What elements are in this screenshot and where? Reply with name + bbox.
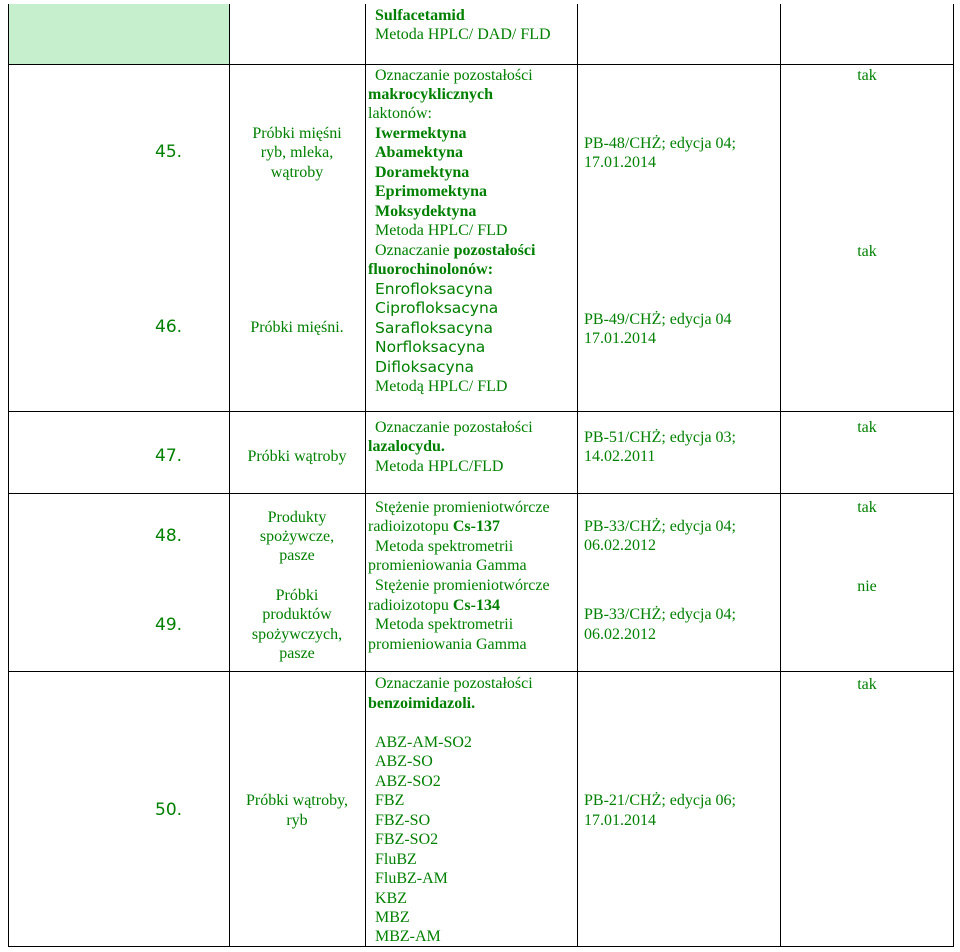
grid-line — [8, 64, 954, 65]
sample-line: wątroby — [270, 164, 324, 181]
method-line: FluBZ-AM — [375, 870, 448, 887]
method-line: Metodą HPLC/ FLD — [375, 378, 508, 395]
sample-line: Produkty — [267, 509, 327, 526]
grid-line — [953, 4, 954, 947]
method-line: Metoda spektrometrii — [375, 616, 514, 633]
sample-line: pasze — [279, 645, 315, 662]
sample-line: Próbki wątroby, — [245, 792, 349, 809]
row-number: 47. — [155, 446, 183, 466]
grid-line — [229, 4, 230, 947]
method-line: MBZ-AM — [375, 928, 441, 945]
sample-line: pasze — [279, 547, 315, 564]
procedure-line: 14.02.2011 — [584, 448, 656, 465]
accreditation-flag: nie — [857, 578, 877, 595]
procedure-line: PB-33/CHŻ; edycja 04; — [584, 606, 736, 623]
method-line: ABZ-AM-SO2 — [375, 734, 472, 751]
procedure-line: 06.02.2012 — [584, 537, 656, 554]
method-line: benzoimidazoli. — [368, 695, 476, 712]
sample-line: ryb — [286, 812, 308, 829]
method-nuclide-prefix: radioizotopu — [368, 597, 453, 614]
method-line: Ciprofloksacyna — [375, 299, 499, 317]
accreditation-flag: tak — [857, 676, 877, 693]
method-line: Oznaczanie pozostałości — [375, 675, 533, 692]
method-line: FBZ — [375, 792, 405, 809]
method-intro-bold: pozostałości — [453, 242, 536, 259]
method-line: Stężenie promieniotwórcze — [375, 577, 550, 594]
method-line: Abamektyna — [375, 144, 464, 161]
grid-line — [8, 411, 954, 412]
method-line: Doramektyna — [375, 164, 470, 181]
grid-line — [8, 946, 954, 947]
method-line: ABZ-SO2 — [375, 773, 441, 790]
method-line: ABZ-SO — [375, 753, 433, 770]
sample-line: ryb, mleka, — [260, 144, 334, 161]
sample-line: spożywczych, — [251, 626, 343, 643]
method-line: Difloksacyna — [375, 358, 475, 376]
grid-line — [8, 671, 954, 672]
row-number: 49. — [155, 615, 183, 635]
method-line: Sarafloksacyna — [375, 319, 494, 337]
procedure-line: 06.02.2012 — [584, 626, 656, 643]
method-line: Eprimomektyna — [375, 183, 487, 200]
method-nuclide: Cs-137 — [452, 518, 500, 535]
grid-line — [365, 4, 366, 947]
method-line: fluorochinolonów: — [368, 261, 494, 278]
method-line: lazalocydu. — [368, 438, 445, 455]
method-line: promieniowania Gamma — [368, 557, 527, 574]
grid-line — [8, 493, 954, 494]
header-fill-cell — [9, 4, 229, 64]
method-line: Iwermektyna — [375, 125, 467, 142]
method-line: FBZ-SO — [375, 812, 431, 829]
sample-line: Próbki mięśni — [252, 125, 342, 142]
sample-line: produktów — [262, 606, 332, 623]
row-number: 46. — [155, 317, 183, 337]
accreditation-flag: tak — [857, 243, 877, 260]
header-method-line: Sulfacetamid — [375, 7, 465, 24]
method-line: Metoda HPLC/ FLD — [375, 222, 508, 239]
procedure-line: 17.01.2014 — [584, 154, 656, 171]
procedure-line: PB-21/CHŻ; edycja 06; — [584, 792, 736, 809]
method-intro-text: Oznaczanie — [375, 242, 454, 259]
method-line: laktonów: — [368, 105, 432, 122]
method-nuclide-line — [368, 517, 500, 537]
sample-line: spożywcze, — [259, 528, 335, 545]
method-line: MBZ — [375, 909, 410, 926]
procedure-line: PB-51/CHŻ; edycja 03; — [584, 429, 736, 446]
method-line: Stężenie promieniotwórcze — [375, 499, 550, 516]
method-line: Metoda HPLC/FLD — [375, 458, 504, 475]
procedure-line: PB-48/CHŻ; edycja 04; — [584, 135, 736, 152]
grid-line — [8, 4, 9, 947]
method-line: Moksydektyna — [375, 203, 477, 220]
method-nuclide: Cs-134 — [452, 597, 500, 614]
method-line: Oznaczanie pozostałości — [375, 67, 533, 84]
grid-line — [780, 4, 781, 947]
accreditation-flag: tak — [857, 499, 877, 516]
accreditation-flag: tak — [857, 67, 877, 84]
procedure-line: PB-49/CHŻ; edycja 04 — [584, 311, 732, 328]
procedure-line: PB-33/CHŻ; edycja 04; — [584, 518, 736, 535]
method-line: promieniowania Gamma — [368, 636, 527, 653]
method-line: FluBZ — [375, 851, 417, 868]
method-line: Norfloksacyna — [375, 338, 486, 356]
grid-line — [577, 4, 578, 947]
method-nuclide-prefix: radioizotopu — [368, 518, 453, 535]
row-number: 48. — [155, 526, 183, 546]
accreditation-flag: tak — [857, 419, 877, 436]
method-line: makrocyklicznych — [368, 86, 494, 103]
sample-line: Próbki wątroby — [247, 448, 347, 465]
method-line: FBZ-SO2 — [375, 831, 439, 848]
method-line: KBZ — [375, 890, 407, 907]
header-method-line: Metoda HPLC/ DAD/ FLD — [375, 26, 551, 43]
sample-line: Próbki — [275, 587, 319, 604]
procedure-line: 17.01.2014 — [584, 330, 656, 347]
method-nuclide-line — [368, 596, 500, 616]
row-number: 50. — [155, 800, 183, 820]
procedure-line: 17.01.2014 — [584, 812, 656, 829]
row-number: 45. — [155, 142, 183, 162]
method-intro-line — [375, 241, 535, 261]
method-line: Metoda spektrometrii — [375, 538, 514, 555]
method-line: Enrofloksacyna — [375, 280, 493, 298]
sample-line: Próbki mięśni. — [250, 319, 344, 336]
method-line: Oznaczanie pozostałości — [375, 419, 533, 436]
